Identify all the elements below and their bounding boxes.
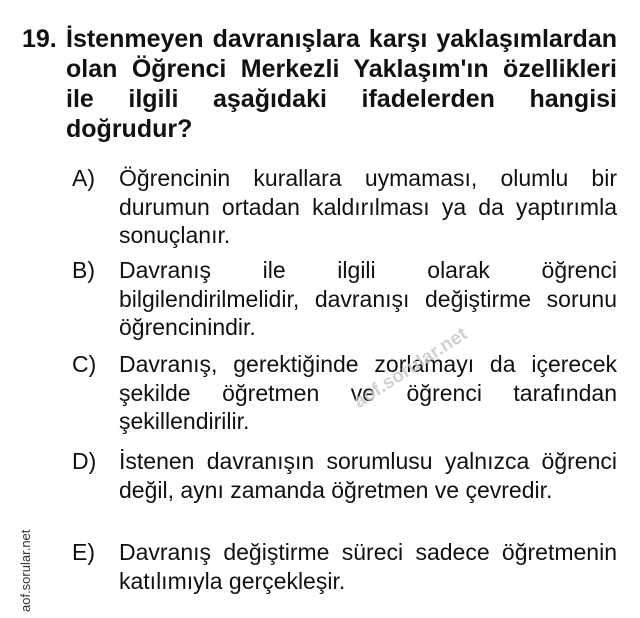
option-text: İstenen davranışın sorumlusu yalnızca öğrenci değil, aynı zamanda öğretmen ve çevredir. xyxy=(119,448,617,503)
watermark-side: aof.sorular.net xyxy=(18,529,33,612)
option-text: Davranış ile ilgili olarak öğrenci bilgilendirilmelidir, davranışı değiştirme sorunu öğrencinindir. xyxy=(119,257,617,340)
option-text: Öğrencinin kurallara uymaması, olumlu bir durumun ortadan kaldırılması ya da yaptırımla sonuçlanır. xyxy=(119,165,617,248)
watermark-center: aof.sorular.net xyxy=(350,323,472,413)
option-text: Davranış değiştirme süreci sadece öğretmenin katılımıyla gerçekleşir. xyxy=(119,539,617,594)
question-stem: İstenmeyen davranışlara karşı yaklaşımlardan olan Öğrenci Merkezli Yaklaşım'ın özellikleri ile ilgili aşağıdaki ifadelerden hangisi doğrudur? xyxy=(66,25,617,143)
option-letter: B) xyxy=(72,257,95,283)
option-letter: C) xyxy=(72,351,97,377)
option-letter: E) xyxy=(72,539,95,565)
question-number: 19. xyxy=(22,25,57,53)
option-letter: A) xyxy=(72,165,95,191)
option-letter: D) xyxy=(72,448,97,474)
option-text: Davranış, gerektiğinde zorlamayı da içerecek şekilde öğretmen ve öğrenci tarafından şekillendirilir. xyxy=(119,351,617,434)
